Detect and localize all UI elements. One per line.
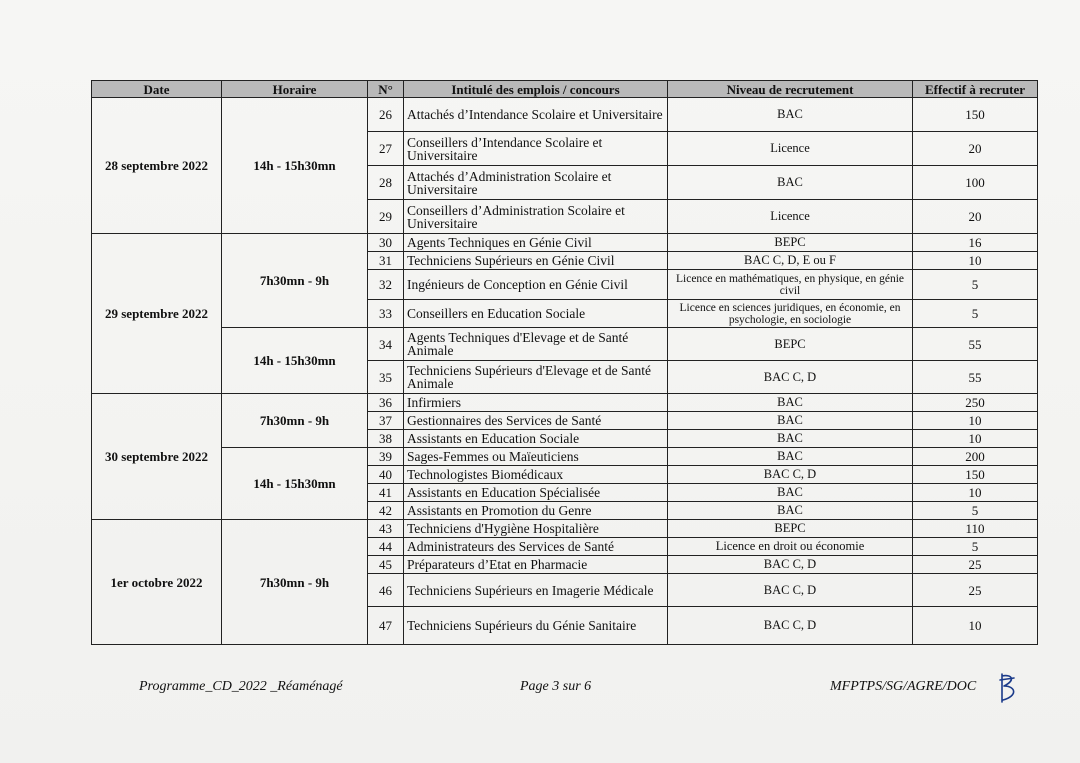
row-title: Gestionnaires des Services de Santé xyxy=(404,412,668,430)
row-title: Attachés d’Intendance Scolaire et Universitaire xyxy=(404,98,668,132)
date-cell: 29 septembre 2022 xyxy=(92,234,222,394)
time-cell: 14h - 15h30mn xyxy=(222,328,368,394)
time-cell: 14h - 15h30mn xyxy=(222,448,368,520)
row-level: BAC xyxy=(668,166,913,200)
row-level: Licence xyxy=(668,200,913,234)
time-cell: 7h30mn - 9h xyxy=(222,394,368,448)
row-level: BAC xyxy=(668,412,913,430)
row-level: BAC C, D xyxy=(668,361,913,394)
row-title: Conseillers en Education Sociale xyxy=(404,300,668,328)
row-count: 55 xyxy=(913,361,1038,394)
row-level: Licence en mathématiques, en physique, en génie civil xyxy=(668,270,913,300)
row-title: Conseillers d’Administration Scolaire et Universitaire xyxy=(404,200,668,234)
row-title: Techniciens Supérieurs du Génie Sanitaire xyxy=(404,607,668,645)
row-level: BAC C, D xyxy=(668,556,913,574)
date-cell: 30 septembre 2022 xyxy=(92,394,222,520)
row-title: Sages-Femmes ou Maïeuticiens xyxy=(404,448,668,466)
row-title: Administrateurs des Services de Santé xyxy=(404,538,668,556)
row-count: 25 xyxy=(913,556,1038,574)
row-number: 26 xyxy=(368,98,404,132)
row-count: 10 xyxy=(913,484,1038,502)
row-number: 31 xyxy=(368,252,404,270)
row-title: Assistants en Education Sociale xyxy=(404,430,668,448)
row-number: 33 xyxy=(368,300,404,328)
row-count: 150 xyxy=(913,466,1038,484)
row-level: BAC xyxy=(668,394,913,412)
table-row xyxy=(92,328,1038,361)
row-count: 20 xyxy=(913,132,1038,166)
row-count: 10 xyxy=(913,252,1038,270)
header-number: N° xyxy=(368,81,404,98)
header-level: Niveau de recrutement xyxy=(668,81,913,98)
row-number: 37 xyxy=(368,412,404,430)
row-level: BEPC xyxy=(668,234,913,252)
row-title: Techniciens Supérieurs en Génie Civil xyxy=(404,252,668,270)
time-cell: 14h - 15h30mn xyxy=(222,98,368,234)
exam-schedule-table xyxy=(91,80,1038,645)
row-number: 34 xyxy=(368,328,404,361)
row-level: BAC C, D, E ou F xyxy=(668,252,913,270)
row-level: BAC xyxy=(668,484,913,502)
header-row xyxy=(92,81,1038,98)
row-level: BAC xyxy=(668,430,913,448)
row-count: 110 xyxy=(913,520,1038,538)
header-title: Intitulé des emplois / concours xyxy=(404,81,668,98)
row-title: Agents Techniques d'Elevage et de Santé Animale xyxy=(404,328,668,361)
row-count: 200 xyxy=(913,448,1038,466)
row-number: 45 xyxy=(368,556,404,574)
row-count: 10 xyxy=(913,412,1038,430)
row-level: BEPC xyxy=(668,520,913,538)
row-number: 28 xyxy=(368,166,404,200)
row-number: 42 xyxy=(368,502,404,520)
table-row xyxy=(92,234,1038,252)
row-number: 40 xyxy=(368,466,404,484)
row-level: BAC xyxy=(668,448,913,466)
row-title: Assistants en Education Spécialisée xyxy=(404,484,668,502)
row-number: 29 xyxy=(368,200,404,234)
row-title: Agents Techniques en Génie Civil xyxy=(404,234,668,252)
row-level: BAC C, D xyxy=(668,574,913,607)
row-title: Techniciens Supérieurs d'Elevage et de Santé Animale xyxy=(404,361,668,394)
header-count: Effectif à recruter xyxy=(913,81,1038,98)
row-count: 5 xyxy=(913,502,1038,520)
row-number: 32 xyxy=(368,270,404,300)
row-level: BEPC xyxy=(668,328,913,361)
row-count: 55 xyxy=(913,328,1038,361)
row-title: Infirmiers xyxy=(404,394,668,412)
table-row xyxy=(92,448,1038,466)
row-count: 5 xyxy=(913,300,1038,328)
time-cell: 7h30mn - 9h xyxy=(222,520,368,645)
row-number: 38 xyxy=(368,430,404,448)
date-cell: 28 septembre 2022 xyxy=(92,98,222,234)
row-number: 39 xyxy=(368,448,404,466)
row-level: Licence en droit ou économie xyxy=(668,538,913,556)
date-cell: 1er octobre 2022 xyxy=(92,520,222,645)
table-row xyxy=(92,98,1038,132)
row-count: 10 xyxy=(913,607,1038,645)
table-row xyxy=(92,520,1038,538)
row-level: Licence xyxy=(668,132,913,166)
row-count: 20 xyxy=(913,200,1038,234)
time-cell: 7h30mn - 9h xyxy=(222,234,368,328)
row-level: BAC xyxy=(668,502,913,520)
row-count: 16 xyxy=(913,234,1038,252)
row-title: Techniciens d'Hygiène Hospitalière xyxy=(404,520,668,538)
initials-signature-icon xyxy=(996,672,1022,704)
row-count: 150 xyxy=(913,98,1038,132)
row-title: Attachés d’Administration Scolaire et Universitaire xyxy=(404,166,668,200)
row-level: BAC xyxy=(668,98,913,132)
row-count: 5 xyxy=(913,538,1038,556)
row-count: 5 xyxy=(913,270,1038,300)
row-number: 43 xyxy=(368,520,404,538)
row-number: 27 xyxy=(368,132,404,166)
row-number: 41 xyxy=(368,484,404,502)
row-title: Ingénieurs de Conception en Génie Civil xyxy=(404,270,668,300)
header-date: Date xyxy=(92,81,222,98)
header-horaire: Horaire xyxy=(222,81,368,98)
footer-reference: MFPTPS/SG/AGRE/DOC xyxy=(830,679,977,694)
row-title: Préparateurs d’Etat en Pharmacie xyxy=(404,556,668,574)
row-count: 10 xyxy=(913,430,1038,448)
row-title: Technologistes Biomédicaux xyxy=(404,466,668,484)
footer-page-number: Page 3 sur 6 xyxy=(520,679,592,694)
row-number: 30 xyxy=(368,234,404,252)
row-number: 44 xyxy=(368,538,404,556)
row-count: 100 xyxy=(913,166,1038,200)
row-number: 36 xyxy=(368,394,404,412)
row-count: 250 xyxy=(913,394,1038,412)
row-title: Conseillers d’Intendance Scolaire et Universitaire xyxy=(404,132,668,166)
row-number: 35 xyxy=(368,361,404,394)
row-level: Licence en sciences juridiques, en économie, en psychologie, en sociologie xyxy=(668,300,913,328)
footer-document-name: Programme_CD_2022 _Réaménagé xyxy=(139,679,343,694)
row-title: Assistants en Promotion du Genre xyxy=(404,502,668,520)
row-title: Techniciens Supérieurs en Imagerie Médicale xyxy=(404,574,668,607)
row-count: 25 xyxy=(913,574,1038,607)
table-row xyxy=(92,394,1038,412)
row-number: 46 xyxy=(368,574,404,607)
row-level: BAC C, D xyxy=(668,466,913,484)
row-level: BAC C, D xyxy=(668,607,913,645)
row-number: 47 xyxy=(368,607,404,645)
